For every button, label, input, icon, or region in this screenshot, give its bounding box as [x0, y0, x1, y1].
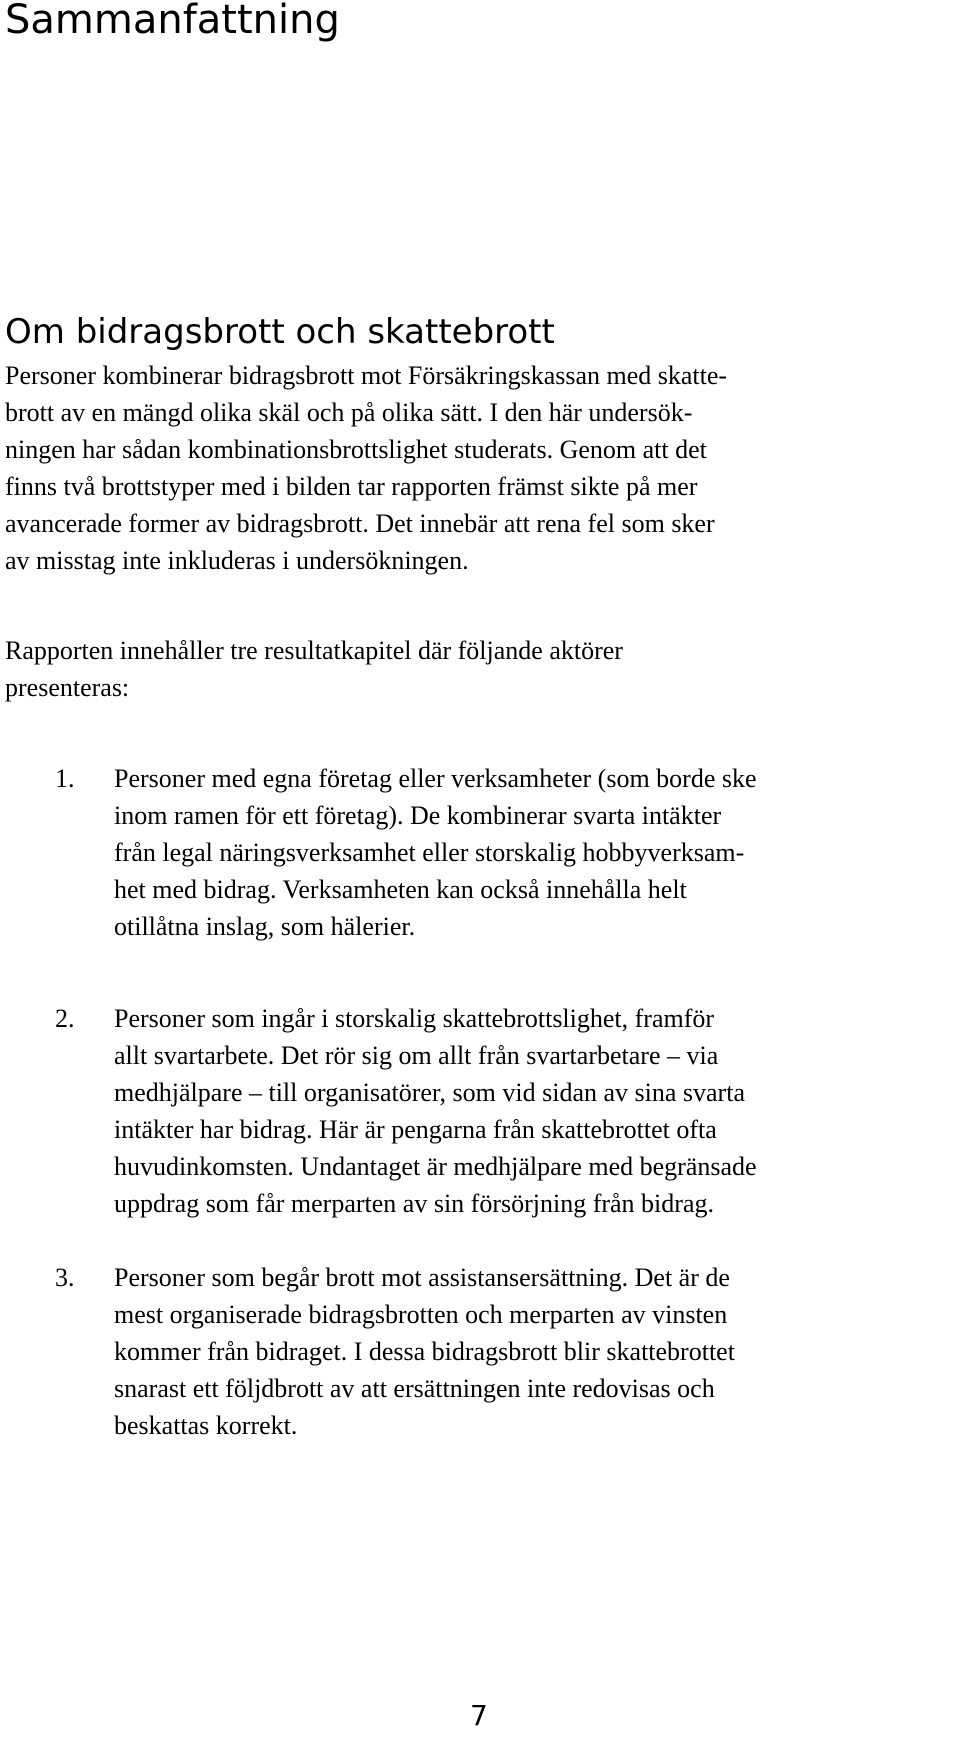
- paragraph-line: Rapporten innehåller tre resultatkapitel där följande aktörer: [5, 636, 623, 665]
- list-line: beskattas korrekt.: [114, 1411, 298, 1440]
- paragraph-line: Personer kombinerar bidragsbrott mot Försäkringskassan med skatte-: [5, 361, 728, 390]
- paragraph-line: brott av en mängd olika skäl och på olika sätt. I den här undersök-: [5, 398, 693, 427]
- list-line: allt svartarbete. Det rör sig om allt från svartarbetare – via: [114, 1041, 719, 1070]
- list-line: uppdrag som får merparten av sin försörjning från bidrag.: [114, 1189, 714, 1218]
- list-line: Personer som ingår i storskalig skattebrottslighet, framför: [114, 1004, 715, 1033]
- page-title: Sammanfattning: [5, 0, 340, 43]
- list-line: huvudinkomsten. Undantaget är medhjälpare med begränsade: [114, 1152, 757, 1181]
- paragraph-line: finns två brottstyper med i bilden tar rapporten främst sikte på mer: [5, 472, 698, 501]
- paragraph-line: presenteras:: [5, 673, 130, 702]
- list-line: het med bidrag. Verksamheten kan också innehålla helt: [114, 875, 687, 904]
- list-item-text: [114, 1259, 954, 1444]
- list-item-text: [114, 760, 954, 945]
- list-line: intäkter har bidrag. Här är pengarna från skattebrottet ofta: [114, 1115, 717, 1144]
- list-line: mest organiserade bidragsbrotten och merparten av vinsten: [114, 1300, 728, 1329]
- list-number: 2.: [55, 1004, 75, 1033]
- page-number: 7: [470, 1699, 488, 1732]
- list-number: 3.: [55, 1263, 75, 1292]
- list-line: inom ramen för ett företag). De kombinerar svarta intäkter: [114, 801, 722, 830]
- report-overview-paragraph: [5, 632, 955, 706]
- paragraph-line: avancerade former av bidragsbrott. Det innebär att rena fel som sker: [5, 509, 715, 538]
- list-line: medhjälpare – till organisatörer, som vid sidan av sina svarta: [114, 1078, 745, 1107]
- list-line: otillåtna inslag, som hälerier.: [114, 912, 416, 941]
- intro-paragraph: [5, 357, 955, 579]
- list-item-text: [114, 1000, 954, 1222]
- list-line: snarast ett följdbrott av att ersättningen inte redovisas och: [114, 1374, 715, 1403]
- list-line: kommer från bidraget. I dessa bidragsbrott blir skattebrottet: [114, 1337, 735, 1366]
- list-line: Personer med egna företag eller verksamheter (som borde ske: [114, 764, 757, 793]
- section-heading: Om bidragsbrott och skattebrott: [5, 312, 555, 352]
- paragraph-line: ningen har sådan kombinationsbrottslighet studerats. Genom att det: [5, 435, 707, 464]
- list-line: Personer som begår brott mot assistansersättning. Det är de: [114, 1263, 730, 1292]
- list-number: 1.: [55, 764, 75, 793]
- list-line: från legal näringsverksamhet eller storskalig hobbyverksam-: [114, 838, 745, 867]
- paragraph-line: av misstag inte inkluderas i undersökningen.: [5, 546, 469, 575]
